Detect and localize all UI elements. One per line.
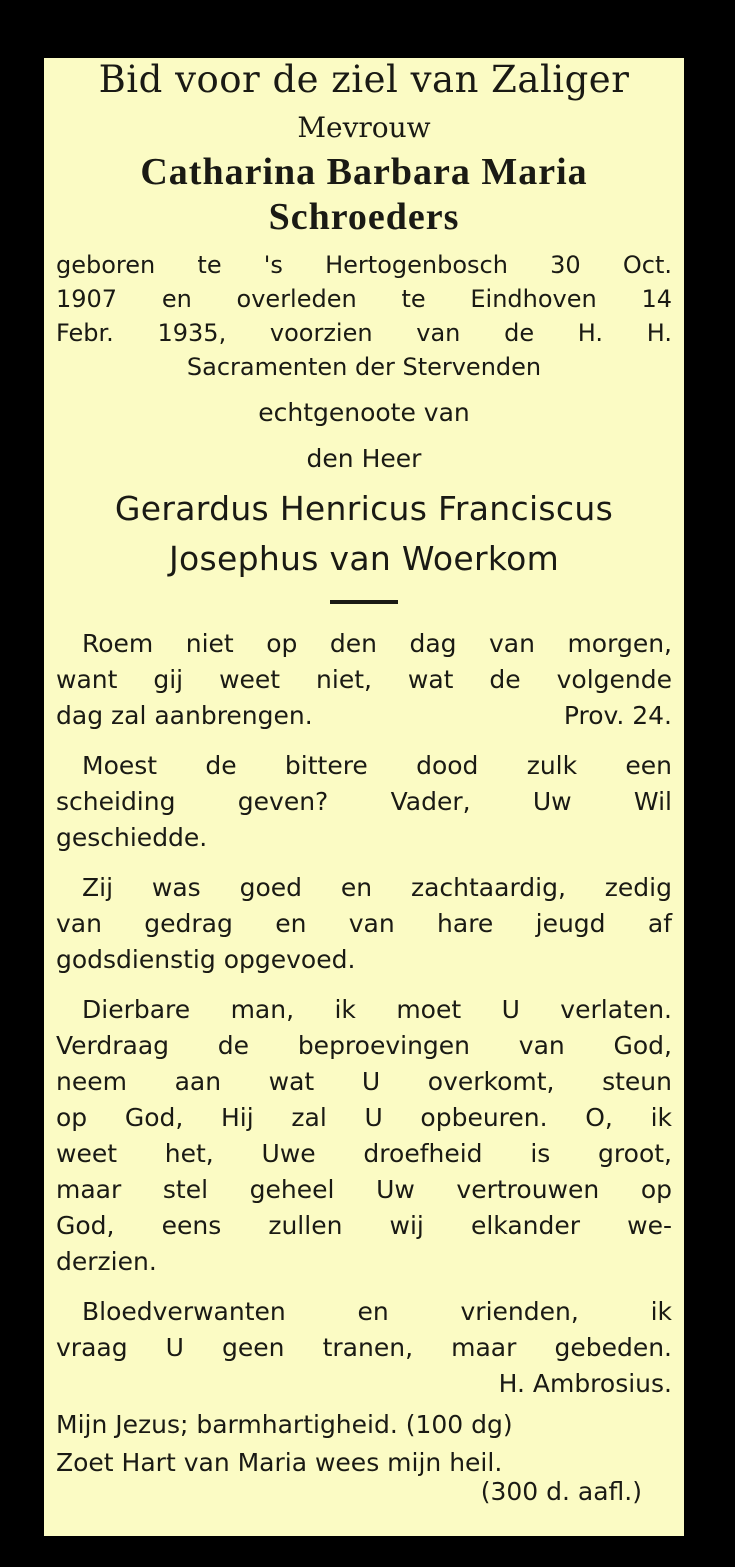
verse-line: weet het, Uwe droefheid is groot, (56, 1139, 672, 1168)
verse-ambrosius (56, 1294, 672, 1402)
verse-line: Verdraag de beproevingen van God, (56, 1031, 672, 1060)
birth-line: 1907 en overleden te Eindhoven 14 (56, 285, 672, 313)
verse-character (56, 870, 672, 978)
verse-reference: Prov. 24. (563, 701, 672, 730)
sacraments-line: Sacramenten der Stervenden (186, 353, 542, 381)
verse-line: derzien. (56, 1247, 157, 1276)
verse-line: God, eens zullen wij elkander we- (56, 1211, 672, 1240)
verse-line: geschiedde. (56, 823, 208, 852)
verse-farewell (56, 992, 672, 1280)
verse-line: neem aan wat U overkomt, steun (56, 1067, 672, 1096)
divider-rule (330, 600, 398, 604)
deceased-name-line-1: Catharina Barbara Maria (140, 151, 588, 193)
birth-line: Febr. 1935, voorzien van de H. H. (56, 319, 672, 347)
birth-death-text (56, 248, 672, 350)
verse-line: godsdienstig opgevoed. (56, 945, 356, 974)
verse-bitter-death (56, 748, 672, 856)
verse-attribution: H. Ambrosius. (498, 1369, 672, 1398)
verse-line: Bloedverwanten en vrienden, ik (82, 1297, 672, 1326)
verse-line: Moest de bittere dood zulk een (82, 751, 672, 780)
verse-line: van gedrag en van hare jeugd af (56, 909, 672, 938)
salutation: Mevrouw (297, 111, 431, 144)
verse-line: dag zal aanbrengen. (56, 701, 313, 730)
verse-line: op God, Hij zal U opbeuren. O, ik (56, 1103, 672, 1132)
verse-last-line (56, 698, 672, 734)
verse-line: Roem niet op den dag van morgen, (82, 629, 672, 658)
husband-name-line-2: Josephus van Woerkom (168, 539, 560, 578)
memorial-card (44, 58, 684, 1536)
verse-line: Dierbare man, ik moet U verlaten. (82, 995, 672, 1024)
den-heer-line: den Heer (306, 444, 422, 473)
spouse-of-line: echtgenoote van (258, 398, 470, 427)
birth-line: geboren te 's Hertogenbosch 30 Oct. (56, 251, 672, 279)
deceased-name-line-2: Schroeders (268, 196, 460, 238)
verse-line: scheiding geven? Vader, Uw Wil (56, 787, 672, 816)
verse-line: maar stel geheel Uw vertrouwen op (56, 1175, 672, 1204)
header-line: Bid voor de ziel van Zaliger (98, 58, 630, 101)
verse-line: vraag U geen tranen, maar gebeden. (56, 1333, 672, 1362)
verse-proverbs (56, 626, 672, 734)
prayer-line-2: Zoet Hart van Maria wees mijn heil. (56, 1448, 503, 1477)
husband-name-line-1: Gerardus Henricus Franciscus (114, 489, 614, 528)
verse-line: Zij was goed en zachtaardig, zedig (82, 873, 672, 902)
prayer-line-1: Mijn Jezus; barmhartigheid. (100 dg) (56, 1410, 513, 1439)
prayer-indulgence-cutoff: (300 d. aafl.) (480, 1477, 642, 1506)
verse-line: want gij weet niet, wat de volgende (56, 665, 672, 694)
